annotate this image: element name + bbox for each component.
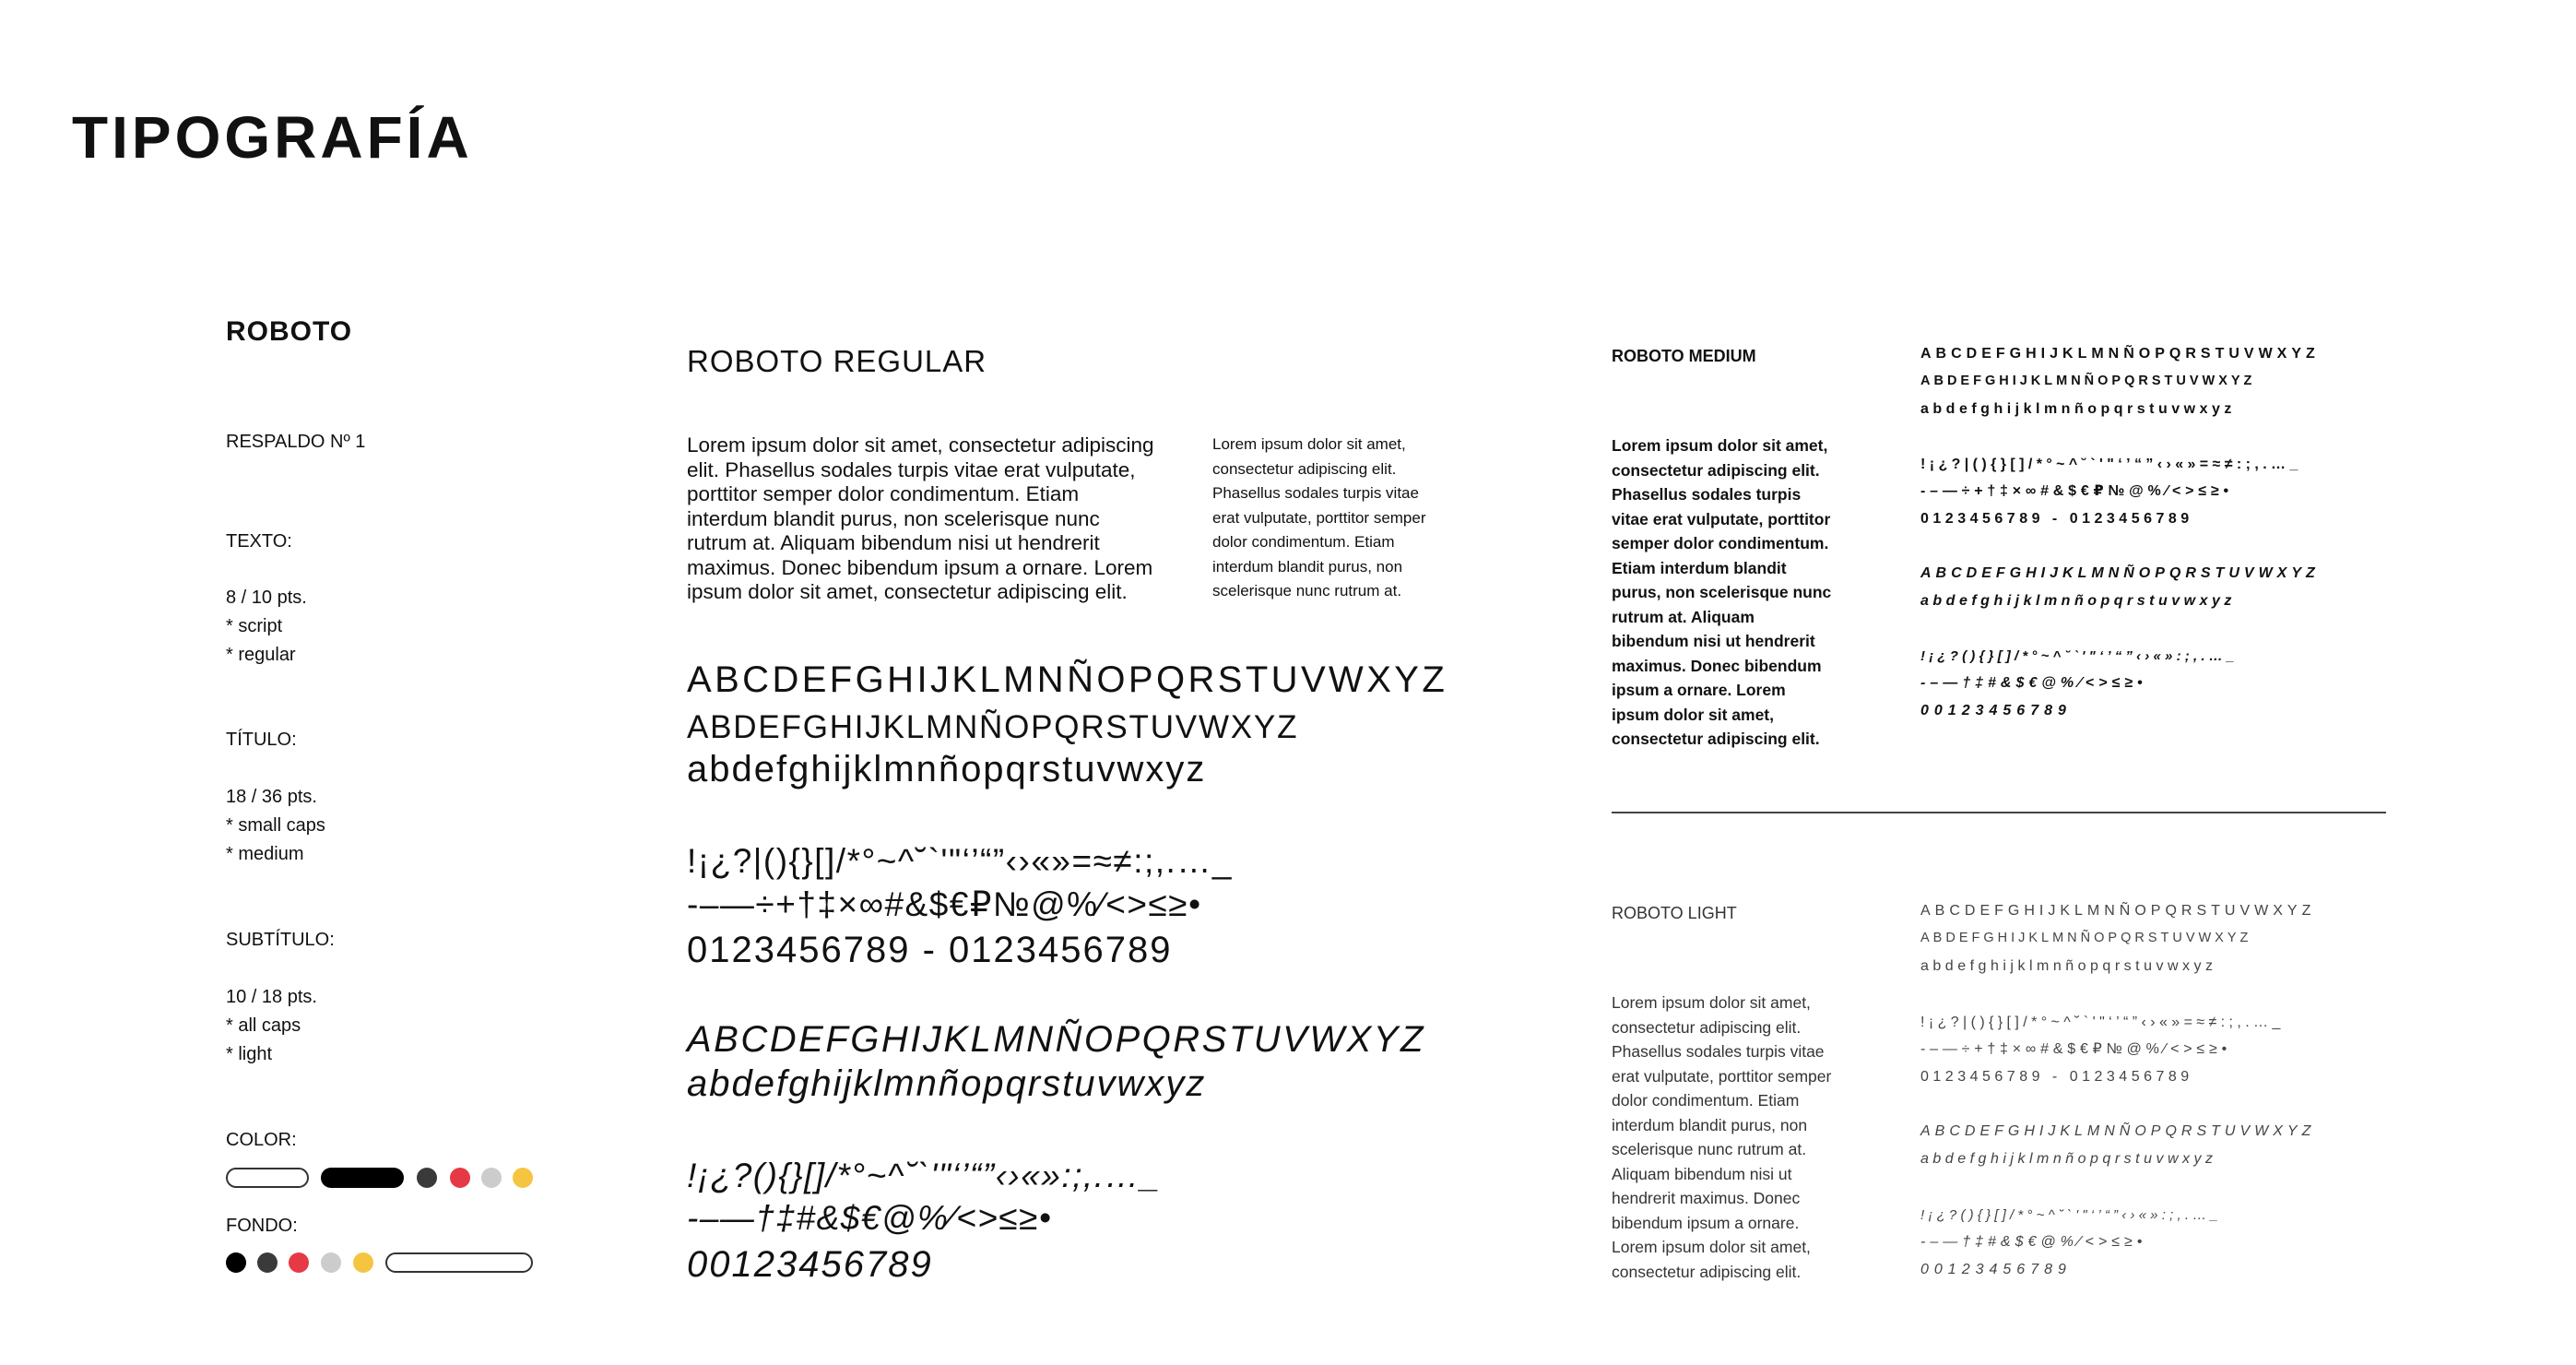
color-swatch-white xyxy=(226,1168,309,1188)
regular-italic-punctuation-set: !¡¿?(){}[]/*°~^˘`'"‘’“”‹›«»:;,.…_ xyxy=(687,1157,1162,1194)
color-swatch-black xyxy=(321,1168,404,1188)
regular-sample-text-small: Lorem ipsum dolor sit amet, consectetur adipiscing elit. Phasellus sodales turpis vitae erat vulputate, porttitor semper dolor condimentum. Etiam interdum blandit purus, non scelerisque nunc rutrum at. xyxy=(1212,435,1426,599)
regular-digits-set: 0123456789 - 0123456789 xyxy=(687,930,1173,970)
title-spec-size: 18 / 36 pts. xyxy=(226,787,317,807)
background-swatch-red xyxy=(289,1252,309,1273)
medium-symbols-set: -–—÷+†‡×∞#&$€₽№@%⁄<>≤≥• xyxy=(1920,483,2233,499)
background-swatch-white xyxy=(385,1252,533,1273)
light-italic-punctuation-set: !¡¿?(){}[]/*°~^˘`'"‘’“”‹›«»:;,.…_ xyxy=(1920,1207,2222,1223)
text-spec-size: 8 / 10 pts. xyxy=(226,588,307,608)
page-title: TIPOGRAFÍA xyxy=(72,104,473,171)
regular-punctuation-set: !¡¿?|(){}[]/*°~^˘`'"‘’“”‹›«»=≈≠:;,.…_ xyxy=(687,842,1233,880)
regular-uppercase-set: ABCDEFGHIJKLMNÑOPQRSTUVWXYZ xyxy=(687,659,1448,700)
light-lowercase-set: abdefghijklmnñopqrstuvwxyz xyxy=(1920,958,2217,974)
light-symbols-set: -–—÷+†‡×∞#&$€₽№@%⁄<>≤≥• xyxy=(1920,1041,2232,1057)
background-label: FONDO: xyxy=(226,1216,298,1236)
light-digits-set: 0123456789 - 0123456789 xyxy=(1920,1069,2193,1085)
color-swatch-dark-gray xyxy=(417,1168,437,1188)
background-swatch-yellow xyxy=(353,1252,373,1273)
medium-digits-set: 0123456789 - 0123456789 xyxy=(1920,511,2193,527)
medium-smallcaps-set: ABDEFGHIJKLMNÑOPQRSTUVWXYZ xyxy=(1920,374,2256,388)
light-italic-uppercase-set: ABCDEFGHIJKLMNÑOPQRSTUVWXYZ xyxy=(1920,1123,2316,1139)
subtitle-spec-size: 10 / 18 pts. xyxy=(226,987,317,1007)
backup-font-label: RESPALDO Nº 1 xyxy=(226,432,366,452)
regular-italic-lowercase-set: abdefghijklmnñopqrstuvwxyz xyxy=(687,1063,1207,1104)
title-spec-style: * medium xyxy=(226,844,304,864)
regular-lowercase-set: abdefghijklmnñopqrstuvwxyz xyxy=(687,749,1207,789)
background-swatch-black xyxy=(226,1252,246,1273)
medium-italic-punctuation-set: !¡¿?(){}[]/*°~^˘`'"‘’“”‹›«»:;,.…_ xyxy=(1920,648,2239,664)
light-italic-symbols-set: -–—†‡#&$€@%⁄<>≤≥• xyxy=(1920,1234,2147,1250)
subtitle-spec-style: * light xyxy=(226,1044,273,1064)
light-uppercase-set: ABCDEFGHIJKLMNÑOPQRSTUVWXYZ xyxy=(1920,903,2316,919)
color-swatch-red xyxy=(450,1168,470,1188)
regular-italic-symbols-set: -–—†‡#&$€@%⁄<>≤≥• xyxy=(687,1199,1053,1237)
light-weight-title: ROBOTO LIGHT xyxy=(1612,904,1737,922)
subtitle-spec-label: SUBTÍTULO: xyxy=(226,930,335,950)
text-spec-label: TEXTO: xyxy=(226,531,292,552)
color-swatch-yellow xyxy=(513,1168,533,1188)
text-spec-style: * script xyxy=(226,616,283,636)
medium-punctuation-set: !¡¿?|(){}[]/*°~^˘`'"‘’“”‹›«»=≈≠:;,.…_ xyxy=(1920,457,2302,472)
background-swatch-light-gray xyxy=(321,1252,341,1273)
medium-italic-lowercase-set: abdefghijklmnñopqrstuvwxyz xyxy=(1920,593,2236,609)
medium-sample-text: Lorem ipsum dolor sit amet, consectetur adipiscing elit. Phasellus sodales turpis vitae erat vulputate, porttitor semper dolor condimentum. Etiam interdum blandit purus, non scelerisque nunc rutrum at. Aliquam bibendum nisi ut hendrerit maximus. Donec bibendum ipsum a ornare. Lorem ipsum dolor sit amet, consectetur adipiscing elit. xyxy=(1612,436,1832,748)
title-spec-label: TÍTULO: xyxy=(226,730,297,750)
title-spec-style: * small caps xyxy=(226,815,325,836)
light-italic-digits-set: 00123456789 xyxy=(1920,1262,2072,1277)
light-sample-text: Lorem ipsum dolor sit amet, consectetur adipiscing elit. Phasellus sodales turpis vitae erat vulputate, porttitor semper dolor condimentum. Etiam interdum blandit purus, non scelerisque nunc rutrum at. Aliquam bibendum nisi ut hendrerit maximus. Donec bibendum ipsum a ornare. Lorem ipsum dolor sit amet, consectetur adipiscing elit. xyxy=(1612,993,1832,1281)
regular-italic-uppercase-set: ABCDEFGHIJKLMNÑOPQRSTUVWXYZ xyxy=(687,1019,1425,1060)
light-italic-lowercase-set: abdefghijklmnñopqrstuvwxyz xyxy=(1920,1151,2217,1167)
section-divider xyxy=(1612,812,2386,813)
medium-italic-uppercase-set: ABCDEFGHIJKLMNÑOPQRSTUVWXYZ xyxy=(1920,565,2320,581)
medium-italic-digits-set: 00123456789 xyxy=(1920,703,2072,718)
color-swatch-light-gray xyxy=(481,1168,502,1188)
color-label: COLOR: xyxy=(226,1130,297,1150)
subtitle-spec-style: * all caps xyxy=(226,1015,301,1036)
regular-symbols-set: -–—÷+†‡×∞#&$€₽№@%⁄<>≤≥• xyxy=(687,885,1202,923)
light-smallcaps-set: ABDEFGHIJKLMNÑOPQRSTUVWXYZ xyxy=(1920,931,2252,945)
background-swatch-dark-gray xyxy=(257,1252,278,1273)
text-spec-style: * regular xyxy=(226,645,296,665)
medium-italic-symbols-set: -–—†‡#&$€@%⁄<>≤≥• xyxy=(1920,675,2147,691)
font-family-name: ROBOTO xyxy=(226,316,353,347)
regular-weight-title: ROBOTO REGULAR xyxy=(687,344,987,378)
medium-lowercase-set: abdefghijklmnñopqrstuvwxyz xyxy=(1920,401,2236,417)
regular-sample-text-large: Lorem ipsum dolor sit amet, consectetur adipiscing elit. Phasellus sodales turpis vitae erat vulputate, porttitor semper dolor condimentum. Etiam interdum blandit purus, non scelerisque nunc rutrum at. Aliquam bibendum nisi ut hendrerit maximus. Donec bibendum ipsum a ornare. Lorem ipsum dolor sit amet, consectetur adipiscing elit. xyxy=(687,433,1154,603)
light-punctuation-set: !¡¿?|(){}[]/*°~^˘`'"‘’“”‹›«»=≈≠:;,.…_ xyxy=(1920,1015,2285,1030)
regular-smallcaps-set: ABDEFGHIJKLMNÑOPQRSTUVWXYZ xyxy=(687,709,1299,745)
regular-italic-digits-set: 00123456789 xyxy=(687,1244,933,1285)
medium-uppercase-set: ABCDEFGHIJKLMNÑOPQRSTUVWXYZ xyxy=(1920,346,2320,362)
medium-weight-title: ROBOTO MEDIUM xyxy=(1612,347,1756,365)
